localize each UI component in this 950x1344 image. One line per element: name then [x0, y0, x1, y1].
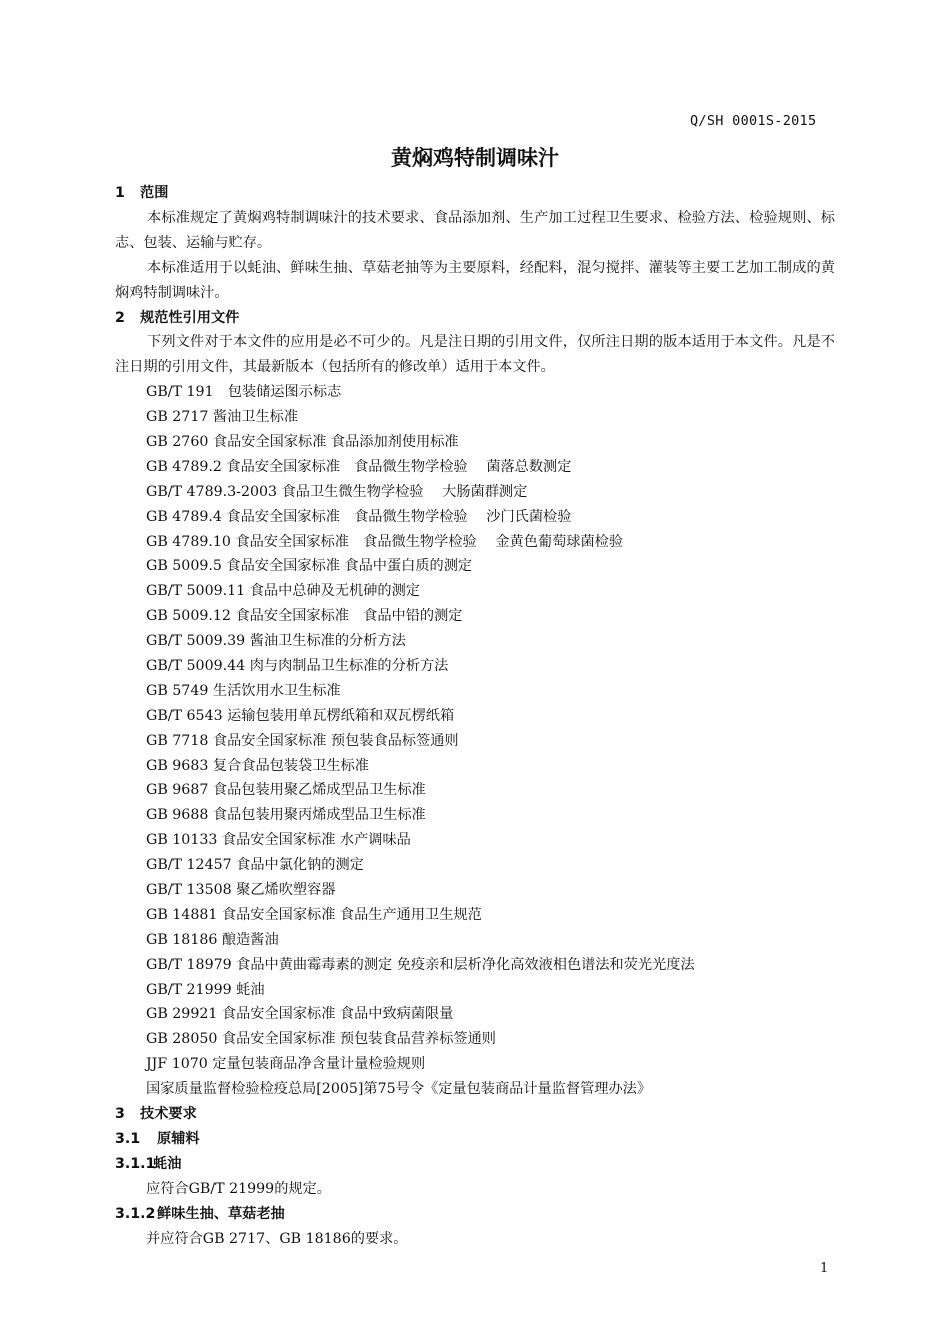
section-2-heading — [115, 306, 835, 331]
reference-item: GB/T 21999 蚝油 — [146, 981, 265, 998]
reference-item: GB/T 18979 食品中黄曲霉毒素的测定 免疫亲和层析净化高效液相色谱法和荧光光度法 — [146, 956, 695, 973]
scope-paragraph-1: 本标准规定了黄焖鸡特制调味汁的技术要求、食品添加剂、生产加工过程卫生要求、检验方法、检验规则、标志、包装、运输与贮存。 — [115, 209, 835, 251]
reference-item: GB 10133 食品安全国家标准 水产调味品 — [146, 832, 411, 849]
document-body — [115, 181, 835, 1251]
document-title: 黄焖鸡特制调味汁 — [391, 146, 559, 170]
section-title: 蚝油 — [153, 1155, 182, 1172]
reference-item: GB 28050 食品安全国家标准 预包装食品营养标签通则 — [146, 1031, 496, 1048]
section-number: 3.1.2 — [115, 1205, 156, 1222]
reference-item: GB 2717 酱油卫生标准 — [146, 409, 299, 426]
section-number: 3.1 — [115, 1130, 141, 1147]
reference-item: GB 4789.2 食品安全国家标准 食品微生物学检验 菌落总数测定 — [146, 458, 572, 475]
reference-item: GB/T 12457 食品中氯化钠的测定 — [146, 857, 364, 874]
section-number: 3 — [115, 1106, 125, 1123]
section-number: 2 — [115, 309, 125, 326]
section-3-heading — [115, 1102, 835, 1127]
reference-item: GB/T 13508 聚乙烯吹塑容器 — [146, 882, 336, 899]
section-3-1-heading — [115, 1127, 835, 1152]
reference-item: GB/T 6543 运输包装用单瓦楞纸箱和双瓦楞纸箱 — [146, 707, 455, 724]
reference-item: GB/T 5009.39 酱油卫生标准的分析方法 — [146, 633, 406, 650]
section-title: 技术要求 — [140, 1106, 197, 1123]
page-number: 1 — [820, 1261, 829, 1276]
reference-item: GB/T 4789.3-2003 食品卫生微生物学检验 大肠菌群测定 — [146, 483, 528, 500]
section-number: 3.1.1 — [115, 1155, 156, 1172]
section-3-1-1-text: 应符合GB/T 21999的规定。 — [146, 1180, 331, 1197]
section-title: 鲜味生抽、草菇老抽 — [157, 1205, 285, 1222]
reference-item: GB 18186 酿造酱油 — [146, 931, 279, 948]
reference-item: GB/T 5009.44 肉与肉制品卫生标准的分析方法 — [146, 658, 449, 675]
reference-item: GB 5749 生活饮用水卫生标准 — [146, 682, 341, 699]
section-title: 原辅料 — [157, 1130, 200, 1147]
reference-item: GB 9688 食品包装用聚丙烯成型品卫生标准 — [146, 807, 426, 824]
section-3-1-1-heading — [115, 1152, 835, 1177]
section-number: 1 — [115, 185, 125, 201]
section-title: 规范性引用文件 — [140, 309, 240, 326]
section-3-1-2-heading — [115, 1202, 835, 1227]
reference-item: GB 9687 食品包装用聚乙烯成型品卫生标准 — [146, 782, 426, 799]
reference-item: JJF 1070 定量包装商品净含量计量检验规则 — [146, 1056, 426, 1073]
reference-item: GB 9683 复合食品包装袋卫生标准 — [146, 757, 369, 774]
reference-item: GB/T 5009.11 食品中总砷及无机砷的测定 — [146, 583, 420, 600]
section-1-heading — [115, 181, 835, 206]
reference-item: GB 14881 食品安全国家标准 食品生产通用卫生规范 — [146, 906, 482, 923]
scope-paragraph-2: 本标准适用于以蚝油、鲜味生抽、草菇老抽等为主要原料，经配料，混匀搅拌、灌装等主要工艺加工制成的黄焖鸡特制调味汁。 — [115, 259, 835, 301]
reference-item: GB 4789.10 食品安全国家标准 食品微生物学检验 金黄色葡萄球菌检验 — [146, 533, 624, 550]
reference-item: GB/T 191 包装储运图示标志 — [146, 384, 342, 401]
reference-item: GB 5009.5 食品安全国家标准 食品中蛋白质的测定 — [146, 558, 473, 575]
section-3-1-2-text: 并应符合GB 2717、GB 18186的要求。 — [146, 1230, 408, 1247]
reference-item: GB 7718 食品安全国家标准 预包装食品标签通则 — [146, 732, 459, 749]
references-intro: 下列文件对于本文件的应用是必不可少的。凡是注日期的引用文件，仅所注日期的版本适用于本文件。凡是不注日期的引用文件，其最新版本（包括所有的修改单）适用于本文件。 — [115, 334, 835, 376]
reference-item: GB 29921 食品安全国家标准 食品中致病菌限量 — [146, 1006, 454, 1023]
reference-item: 国家质量监督检验检疫总局[2005]第75号令《定量包装商品计量监督管理办法》 — [146, 1081, 652, 1098]
reference-item: GB 5009.12 食品安全国家标准 食品中铅的测定 — [146, 608, 463, 625]
reference-item: GB 2760 食品安全国家标准 食品添加剂使用标准 — [146, 434, 459, 450]
standard-code: Q/SH 0001S-2015 — [690, 113, 817, 129]
reference-item: GB 4789.4 食品安全国家标准 食品微生物学检验 沙门氏菌检验 — [146, 508, 572, 525]
section-title: 范围 — [140, 185, 169, 201]
